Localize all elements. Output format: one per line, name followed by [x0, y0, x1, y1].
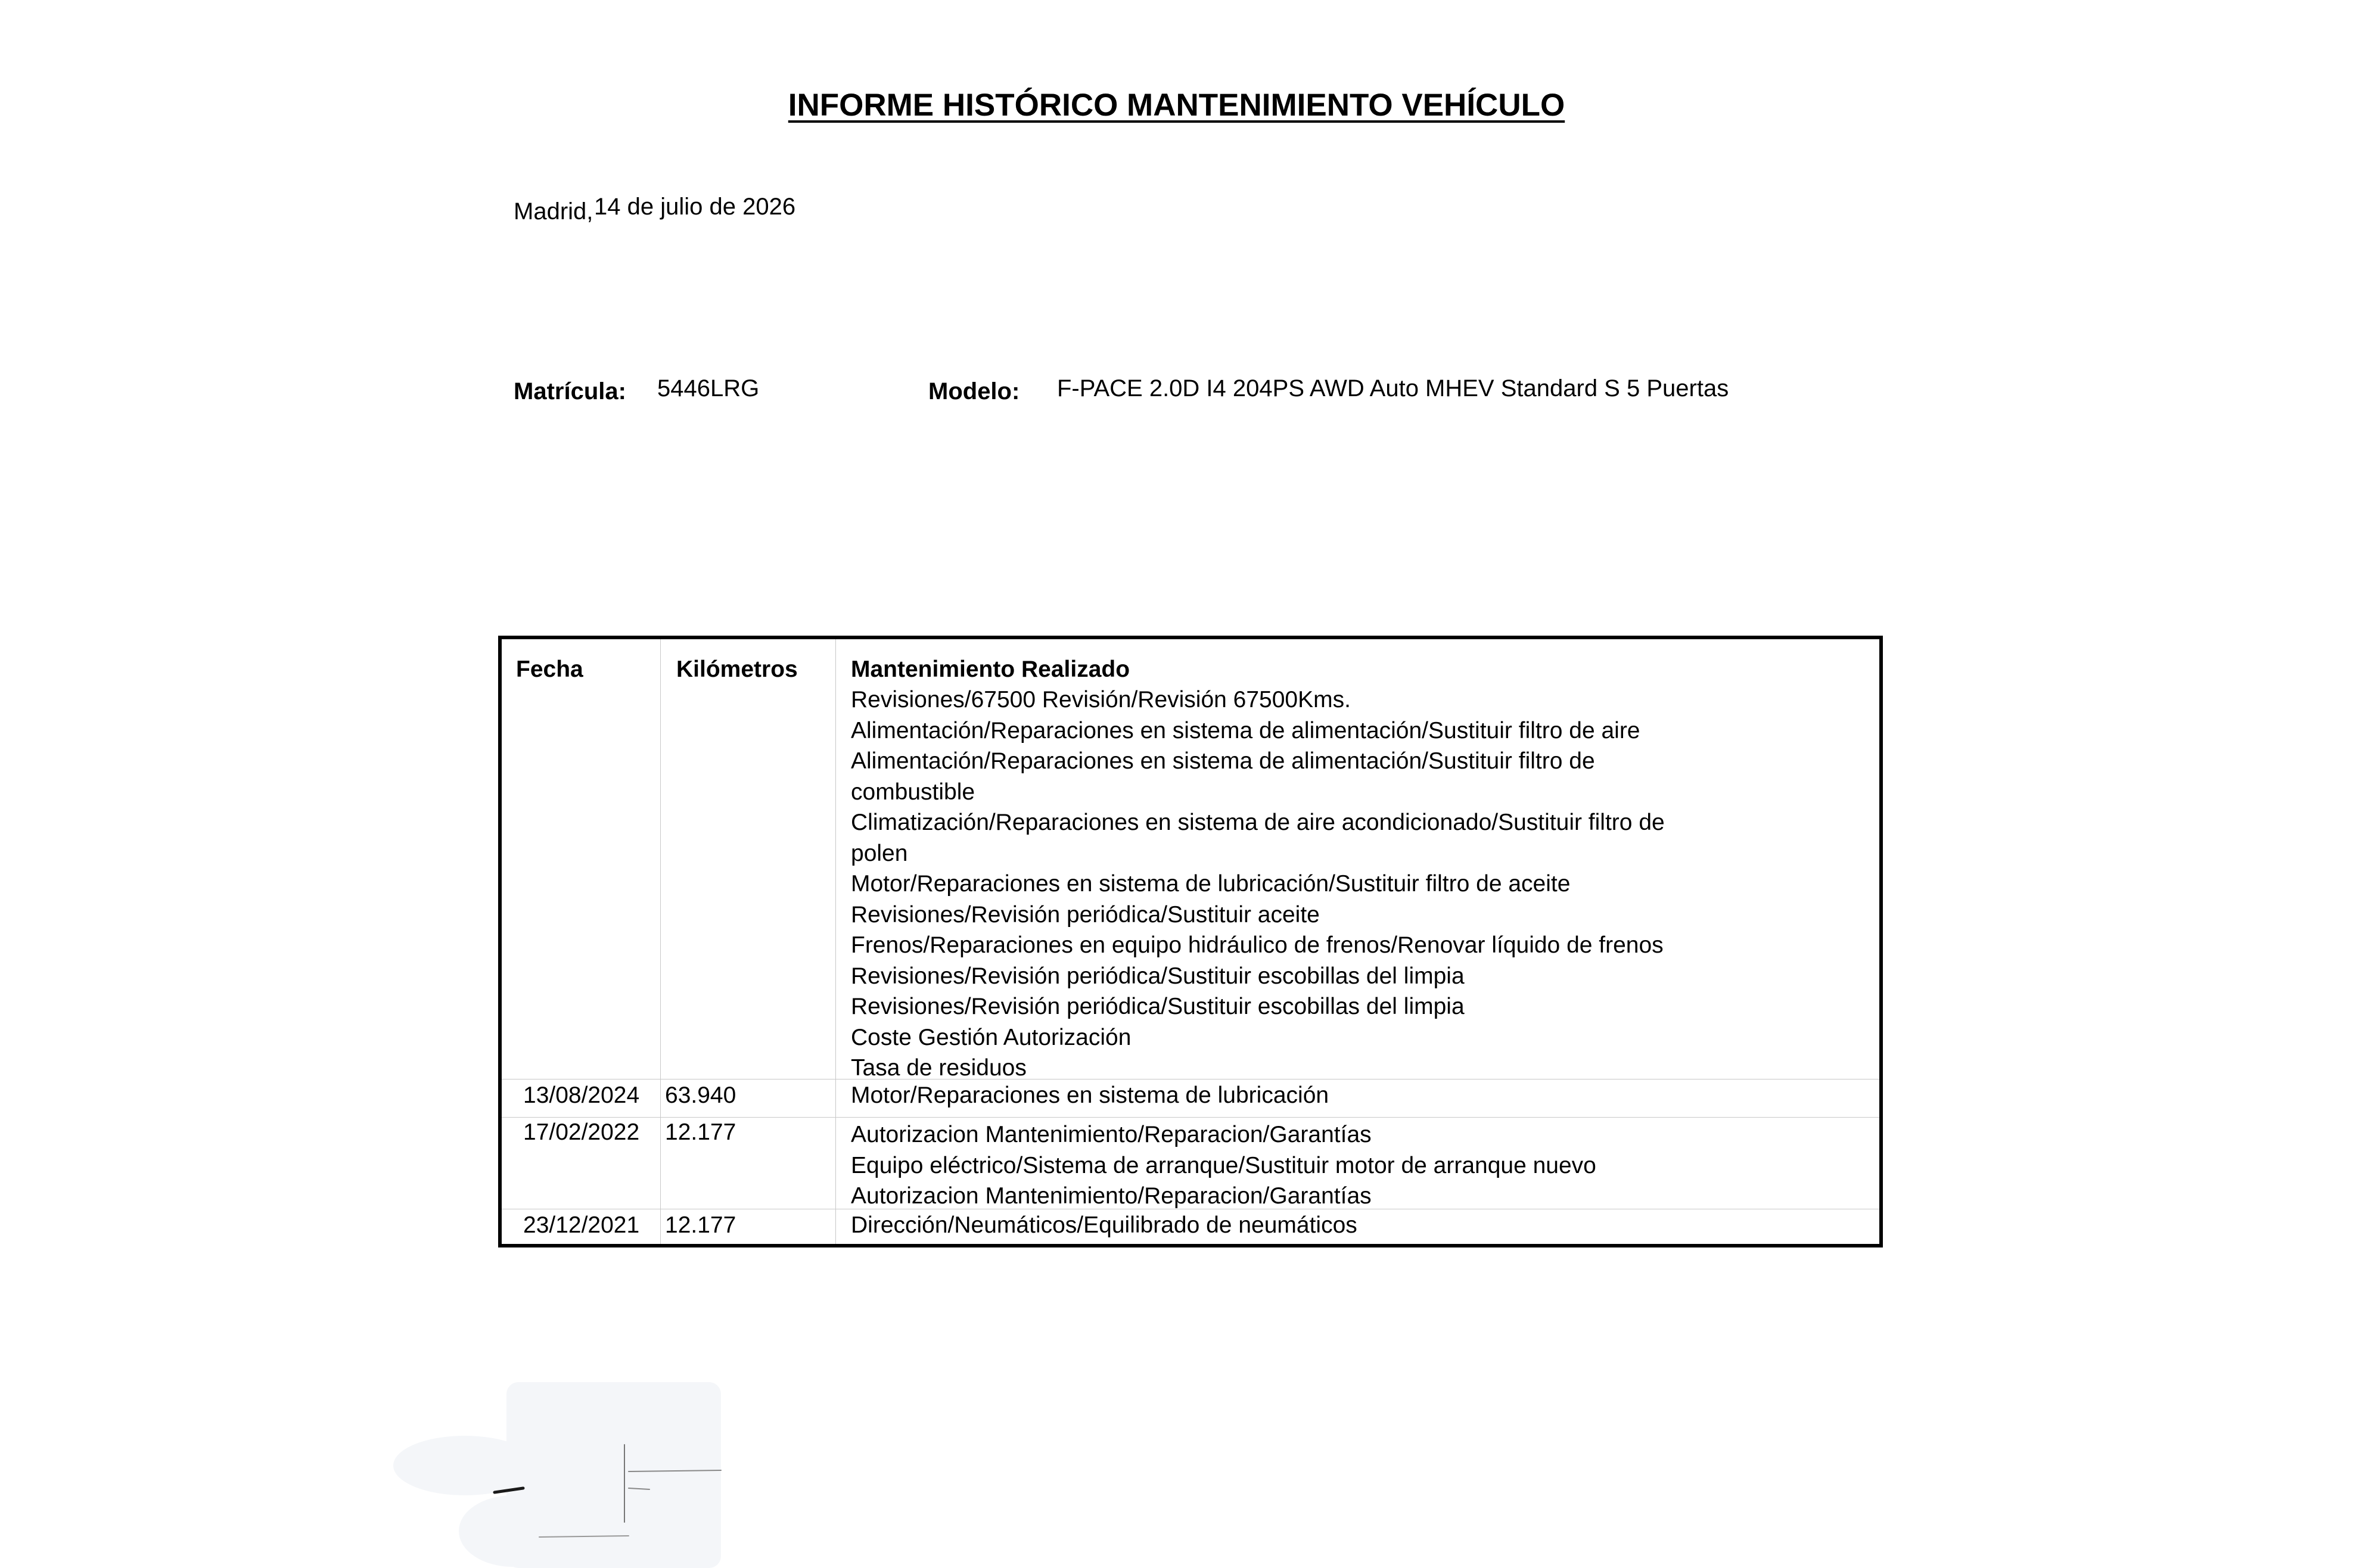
plate-value: 5446LRG: [657, 375, 760, 402]
model-value: F-PACE 2.0D I4 204PS AWD Auto MHEV Standard S 5 Puertas: [1057, 375, 1729, 402]
maintenance-line: Equipo eléctrico/Sistema de arranque/Sustituir motor de arranque nuevo: [851, 1152, 1596, 1178]
model-label: Modelo:: [928, 378, 1020, 405]
maintenance-line: Revisiones/Revisión periódica/Sustituir escobillas del limpia: [851, 994, 1465, 1019]
row-km: 12.177: [665, 1119, 736, 1145]
row-date: 17/02/2022: [523, 1119, 640, 1145]
maintenance-line: combustible: [851, 779, 975, 805]
header-date: Fecha: [516, 657, 583, 682]
maintenance-line: Revisiones/67500 Revisión/Revisión 67500Kms.: [851, 687, 1351, 713]
report-title: INFORME HISTÓRICO MANTENIMIENTO VEHÍCULO: [788, 88, 1565, 123]
row-date: 23/12/2021: [523, 1212, 640, 1238]
maintenance-line: Alimentación/Reparaciones en sistema de alimentación/Sustituir filtro de: [851, 748, 1595, 774]
row-km: 63.940: [665, 1082, 736, 1108]
maintenance-line: Coste Gestión Autorización: [851, 1024, 1132, 1050]
maintenance-line: Revisiones/Revisión periódica/Sustituir aceite: [851, 901, 1320, 928]
header-maintenance: Mantenimiento Realizado: [851, 657, 1130, 682]
row-km: 12.177: [665, 1212, 736, 1238]
column-divider: [660, 639, 661, 1244]
maintenance-line: Revisiones/Revisión periódica/Sustituir escobillas del limpia: [851, 963, 1465, 989]
place: Madrid,: [514, 198, 593, 225]
report-date: 14 de julio de 2026: [594, 194, 796, 220]
maintenance-line: Frenos/Reparaciones en equipo hidráulico de frenos/Renovar líquido de frenos: [851, 932, 1664, 958]
maintenance-line: Alimentación/Reparaciones en sistema de alimentación/Sustituir filtro de aire: [851, 717, 1640, 743]
plate-label: Matrícula:: [514, 378, 626, 405]
header-km: Kilómetros: [676, 657, 798, 682]
maintenance-line: Dirección/Neumáticos/Equilibrado de neumáticos: [851, 1212, 1357, 1238]
maintenance-table: [498, 636, 1883, 1247]
maintenance-line: Motor/Reparaciones en sistema de lubricación/Sustituir filtro de aceite: [851, 871, 1571, 897]
maintenance-line: Climatización/Reparaciones en sistema de aire acondicionado/Sustituir filtro de: [851, 810, 1665, 835]
maintenance-line: Motor/Reparaciones en sistema de lubricación: [851, 1082, 1329, 1108]
maintenance-line: Autorizacion Mantenimiento/Reparacion/Garantías: [851, 1122, 1372, 1147]
maintenance-line: Autorizacion Mantenimiento/Reparacion/Garantías: [851, 1183, 1372, 1209]
column-divider: [835, 639, 836, 1244]
maintenance-line: Tasa de residuos: [851, 1055, 1027, 1081]
row-date: 13/08/2024: [523, 1082, 640, 1108]
maintenance-line: polen: [851, 840, 908, 866]
signature-mark: [393, 1370, 834, 1568]
